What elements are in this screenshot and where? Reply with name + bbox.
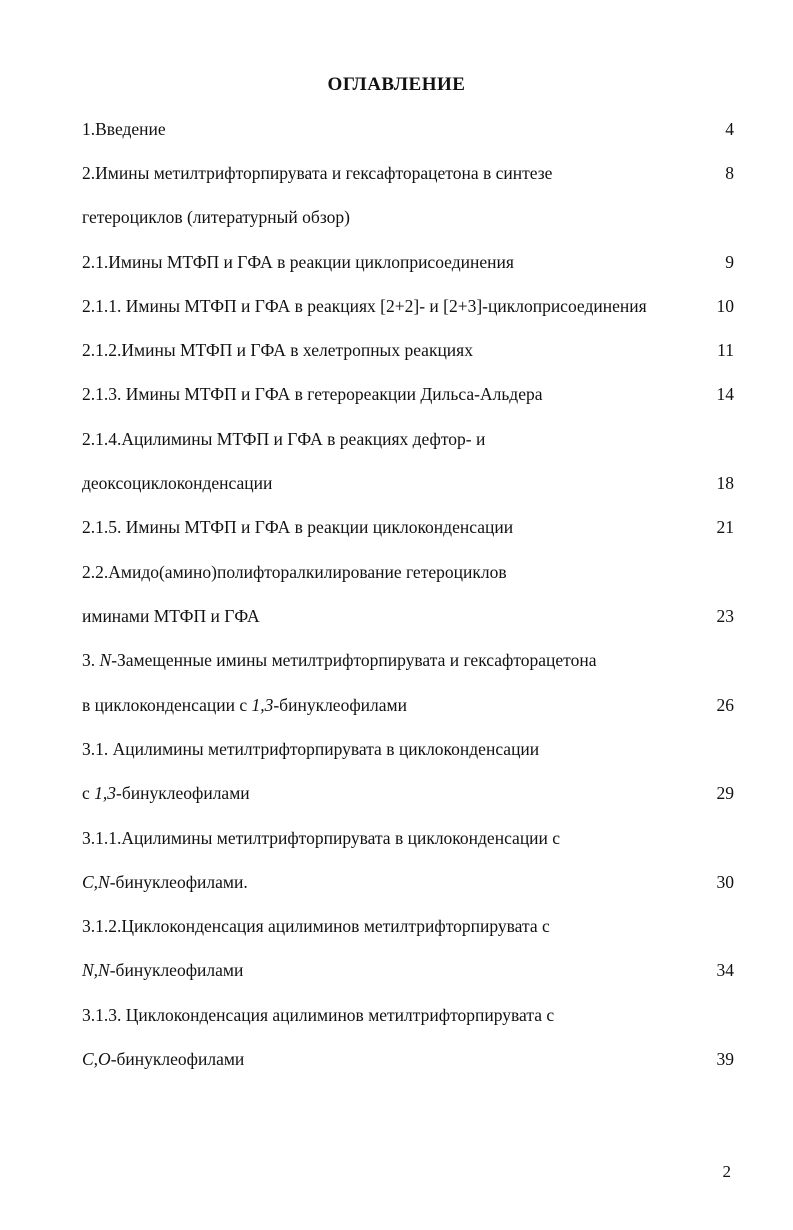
toc-entry [82,249,734,275]
toc-entry [82,780,734,806]
toc-entry-page: 21 [716,517,734,537]
toc-entry-text: 2.1.4.Ацилимины МТФП и ГФА в реакциях дефтор- и [82,429,486,449]
toc-entry-text: 2.Имины метилтрифторпирувата и гексафторацетона в синтезе [82,163,553,183]
page-title: ОГЛАВЛЕНИЕ [327,74,466,95]
toc-entry-page: 18 [716,473,734,493]
toc-entry-text: 2.2.Амидо(амино)полифторалкилирование гетероциклов [82,562,507,582]
toc-entry-page: 34 [716,960,734,980]
toc-entry [82,957,734,983]
toc-entry-text: 3. N-Замещенные имины метилтрифторпирувата и гексафторацетона [82,650,597,670]
toc-entry-text: 3.1.1.Ацилимины метилтрифторпирувата в циклоконденсации с [82,828,561,848]
toc-entry-text: 2.1.5. Имины МТФП и ГФА в реакции циклоконденсации [82,517,514,537]
toc-entry [82,160,734,186]
toc-entry [82,603,734,629]
toc-entry-page: 11 [717,340,734,360]
toc-entry [82,1046,734,1072]
toc-entry-page: 39 [716,1049,734,1069]
toc-entry [82,692,734,718]
toc-entry-text: в циклоконденсации с 1,3-бинуклеофилами [82,695,407,715]
toc-entry [82,337,734,363]
toc-entry [82,293,734,319]
toc-entry [82,470,734,496]
toc-entry [82,736,734,762]
toc-entry-text: 3.1. Ацилимины метилтрифторпирувата в циклоконденсации [82,739,540,759]
toc-entry-page: 9 [725,252,734,272]
toc-entry-page: 26 [716,695,734,715]
toc-entry-text: 1.Введение [82,119,166,139]
toc-entry-text: гетероциклов (литературный обзор) [82,207,350,227]
toc-entry-text: C,N-бинуклеофилами. [82,872,248,892]
toc-entry [82,204,734,230]
toc-entry-text: иминами МТФП и ГФА [82,606,260,626]
toc-entry [82,1002,734,1028]
toc-entry-page: 23 [716,606,734,626]
toc-entry-page: 29 [716,783,734,803]
toc-entry [82,514,734,540]
toc-entry-text: N,N-бинуклеофилами [82,960,244,980]
toc-entry [82,647,734,673]
toc-entry-text: деоксоциклоконденсации [82,473,273,493]
toc-entry [82,381,734,407]
toc-entry [82,426,734,452]
toc-entry [82,559,734,585]
toc-entry-text: 3.1.3. Циклоконденсация ацилиминов метилтрифторпирувата с [82,1005,555,1025]
toc-entry-text: 2.1.3. Имины МТФП и ГФА в гетерореакции Дильса-Альдера [82,384,543,404]
toc-entry [82,825,734,851]
toc-entry-text: C,O-бинуклеофилами [82,1049,245,1069]
toc-entry-page: 8 [725,163,734,183]
toc-entry-text: 2.1.1. Имины МТФП и ГФА в реакциях [2+2]- и [2+3]-циклоприсоединения [82,296,647,316]
toc-entry-page: 4 [725,119,734,139]
toc-entry-text: 2.1.Имины МТФП и ГФА в реакции циклоприсоединения [82,252,514,272]
toc-entry-page: 14 [716,384,734,404]
toc-entry-text: с 1,3-бинуклеофилами [82,783,250,803]
toc-entry [82,913,734,939]
toc-entry-text: 3.1.2.Циклоконденсация ацилиминов метилтрифторпирувата с [82,916,550,936]
toc-entry-text: 2.1.2.Имины МТФП и ГФА в хелетропных реакциях [82,340,473,360]
page-number: 2 [722,1162,731,1181]
toc-entry [82,116,734,142]
toc-entry-page: 10 [716,296,734,316]
toc-entry-page: 30 [716,872,734,892]
toc-entry [82,869,734,895]
